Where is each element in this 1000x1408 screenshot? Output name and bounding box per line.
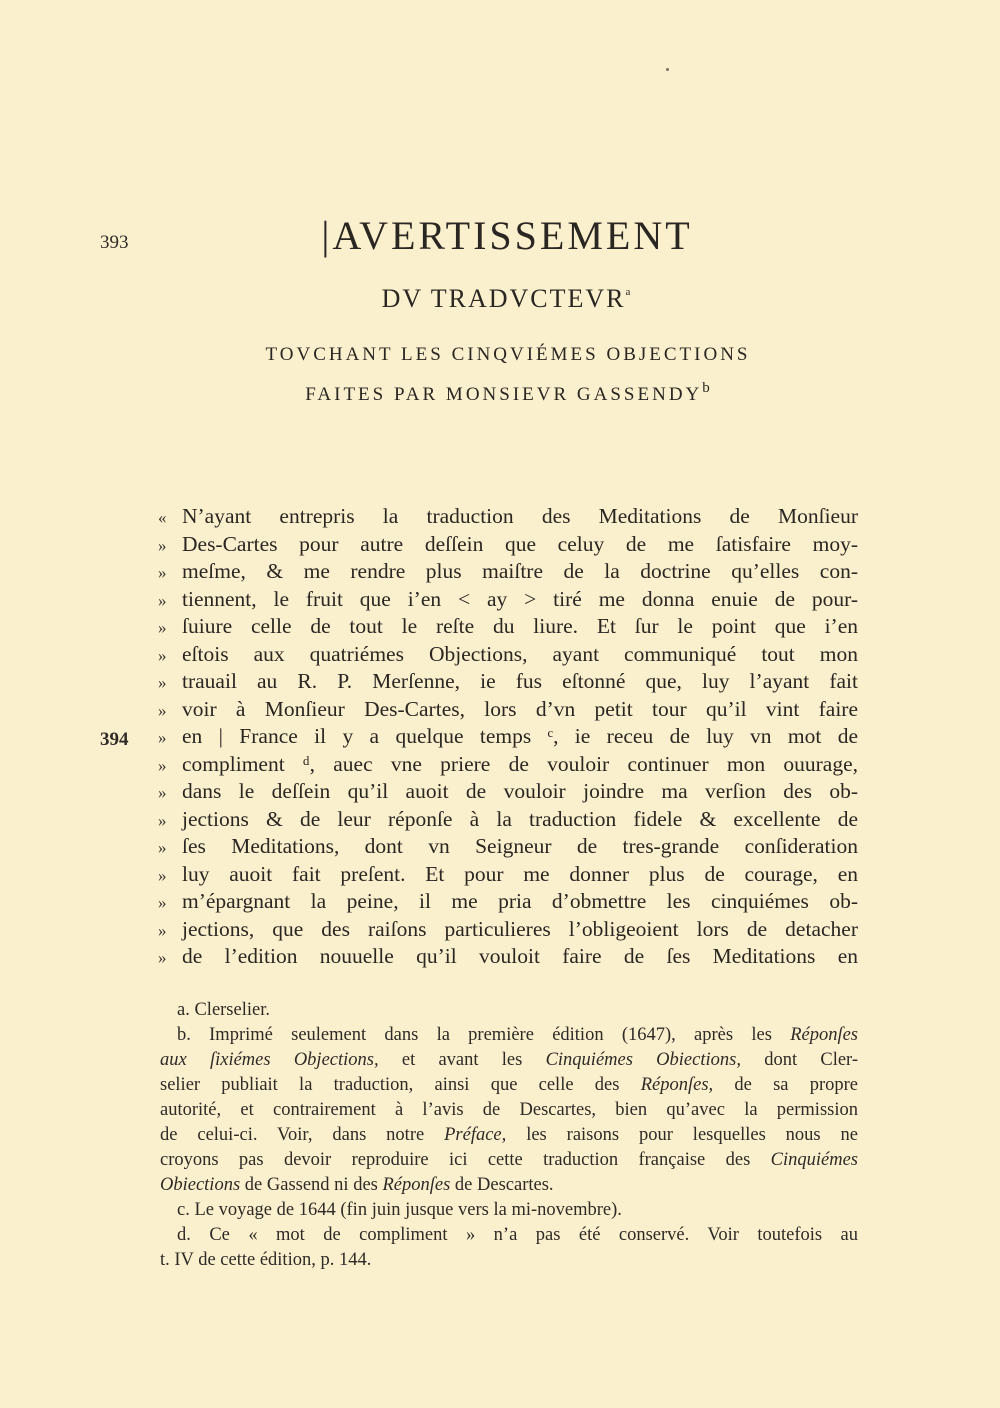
quote-mark: » [158, 893, 167, 912]
body-line-text: dans le deſſein qu’il auoit de vouloir joindre ma verſion des ob- [182, 779, 858, 803]
body-line [158, 669, 858, 697]
footnote-b-italic: aux ſixiémes Objections, [160, 1050, 379, 1070]
body-line-text: jections, que des raiſons particulieres l’obligeoient lors de detacher [182, 916, 858, 941]
footnote-b-text: croyons pas devoir reproduire ici cette traduction française des [160, 1150, 751, 1170]
footnote-b-text: de Descartes. [454, 1175, 554, 1195]
footnote-b-line [160, 1173, 858, 1198]
body-line [158, 752, 858, 780]
subtitle [0, 284, 1000, 314]
body-line [158, 944, 858, 972]
quote-mark: » [158, 838, 167, 857]
quote-mark: » [158, 865, 167, 885]
footnote-b-italic: Cinquiémes Obiections, [545, 1050, 741, 1070]
footnote-b-text: dont Cler- [764, 1050, 858, 1070]
footnote-b-line [160, 1048, 858, 1073]
footnote-c: c. Le voyage de 1644 (fin juin jusque vers la mi-novembre). [177, 1200, 622, 1220]
body-line [158, 697, 858, 725]
quote-mark: » [158, 700, 167, 720]
footnote-b-line [160, 1123, 858, 1148]
footnote-d-line: d. Ce « mot de compliment » n’a pas été conservé. Voir toutefois au [177, 1225, 858, 1245]
body-line [158, 807, 858, 835]
subtitle-text: DV TRADVCTEVR [381, 284, 626, 313]
footnote-b-text: les raisons pour lesquelles nous ne [526, 1125, 858, 1145]
footnote-b-text: b. Imprimé seulement dans la première édition (1647), après les [177, 1025, 772, 1045]
heading-line-2 [0, 380, 1000, 406]
body-line-text: compliment ᵈ, auec vne priere de vouloir continuer mon ouurage, [182, 751, 858, 776]
heading-line-2-text: FAITES PAR MONSIEVR GASSENDY [305, 384, 703, 405]
footnote-b-italic: Préface, [444, 1125, 507, 1145]
quote-mark: » [158, 728, 167, 747]
body-line-text: en | France il y a quelque temps ᶜ, ie receu de luy vn mot de [182, 724, 858, 748]
footnote-b-italic: Cinquiémes [770, 1150, 858, 1170]
footnote-b-italic: Réponſes [382, 1175, 451, 1195]
heading-line-1: TOVCHANT LES CINQVIÉMES OBJECTIONS [265, 344, 751, 365]
footnote-d [160, 1223, 858, 1273]
quote-mark: » [158, 920, 167, 940]
footnote-b-text: de sa propre [734, 1075, 859, 1095]
body-line-text: voir à Monſieur Des-Cartes, lors d’vn petit tour qu’il vint faire [182, 696, 858, 721]
quote-mark: » [158, 783, 167, 802]
body-line [158, 532, 858, 560]
body-line [158, 559, 858, 587]
page-speck [666, 68, 669, 71]
footnote-b-italic: Obiections [160, 1175, 241, 1195]
footnote-b [160, 1023, 858, 1198]
quote-mark: » [158, 755, 167, 775]
quote-mark: » [158, 948, 167, 967]
footnote-b-italic: Réponſes [790, 1025, 858, 1045]
body-line [158, 889, 858, 917]
page-title: |AVERTISSEMENT [321, 213, 693, 258]
body-line-text: Des-Cartes pour autre deſſein que celuy de me ſatisfaire moy- [182, 531, 858, 556]
body-line-text: ſes Meditations, dont vn Seigneur de tres-grande conſideration [182, 834, 858, 858]
body-line [158, 614, 858, 642]
footnote-b-line [160, 1148, 858, 1173]
quote-mark: » [158, 618, 167, 637]
quote-mark: » [158, 673, 167, 692]
body-line [158, 917, 858, 945]
body-line [158, 779, 858, 807]
footnote-b-line: autorité, et contrairement à l’avis de Descartes, bien qu’avec la permission [160, 1100, 858, 1120]
footnote-b-line [160, 1023, 858, 1048]
body-line [158, 504, 858, 532]
footnote-b-italic: Réponſes, [640, 1075, 714, 1095]
body-line-text: trauail au R. P. Merſenne, ie fus eſtonné que, luy l’ayant fait [182, 669, 858, 693]
quote-mark: » [158, 645, 167, 665]
body-line-text: jections & de leur réponſe à la traduction fidele & excellente de [182, 806, 858, 831]
body-line [158, 642, 858, 670]
footnote-b-text: de Gassend ni des [244, 1175, 378, 1195]
footnote-d-line: t. IV de cette édition, p. 144. [160, 1250, 372, 1270]
footnote-ref-b: b [702, 380, 713, 396]
body-line [158, 724, 858, 752]
quote-mark: « [158, 508, 167, 527]
footnote-b-line [160, 1073, 858, 1098]
body-line-text: N’ayant entrepris la traduction des Meditations de Monſieur [182, 504, 858, 528]
body-line-text: m’épargnant la peine, il me pria d’obmettre les cinquiémes ob- [182, 889, 858, 913]
footnote-b-text: de celui-ci. Voir, dans notre [160, 1125, 425, 1145]
quote-mark: » [158, 590, 167, 610]
footnotes [160, 998, 858, 1273]
footnote-ref-a: a [625, 286, 633, 298]
footnote-b-text: selier publiait la traduction, ainsi que celle des [160, 1075, 620, 1095]
body-line-text: eſtois aux quatriémes Objections, ayant communiqué tout mon [182, 641, 858, 666]
quote-mark: » [158, 563, 167, 582]
body-line [158, 587, 858, 615]
body-line-text: tiennent, le fruit que i’en < ay > tiré me donna enuie de pour- [182, 586, 858, 611]
body-line-text: luy auoit fait preſent. Et pour me donner plus de courage, en [182, 861, 858, 886]
body-line [158, 862, 858, 890]
footnote-b-text: et avant les [401, 1050, 523, 1070]
quote-mark: » [158, 810, 167, 830]
body-line [158, 834, 858, 862]
body-line-text: ſuiure celle de tout le reſte du liure. Et ſur le point que i’en [182, 614, 858, 638]
footnote-a: a. Clerselier. [177, 1000, 270, 1020]
body-line-text: de l’edition nouuelle qu’il vouloit faire de ſes Meditations en [182, 944, 858, 968]
margin-page-number-middle: 394 [100, 729, 129, 750]
margin-page-number-top: 393 [100, 232, 129, 253]
body-text [158, 504, 858, 972]
body-line-text: meſme, & me rendre plus maiſtre de la doctrine qu’elles con- [182, 559, 858, 583]
quote-mark: » [158, 535, 167, 555]
